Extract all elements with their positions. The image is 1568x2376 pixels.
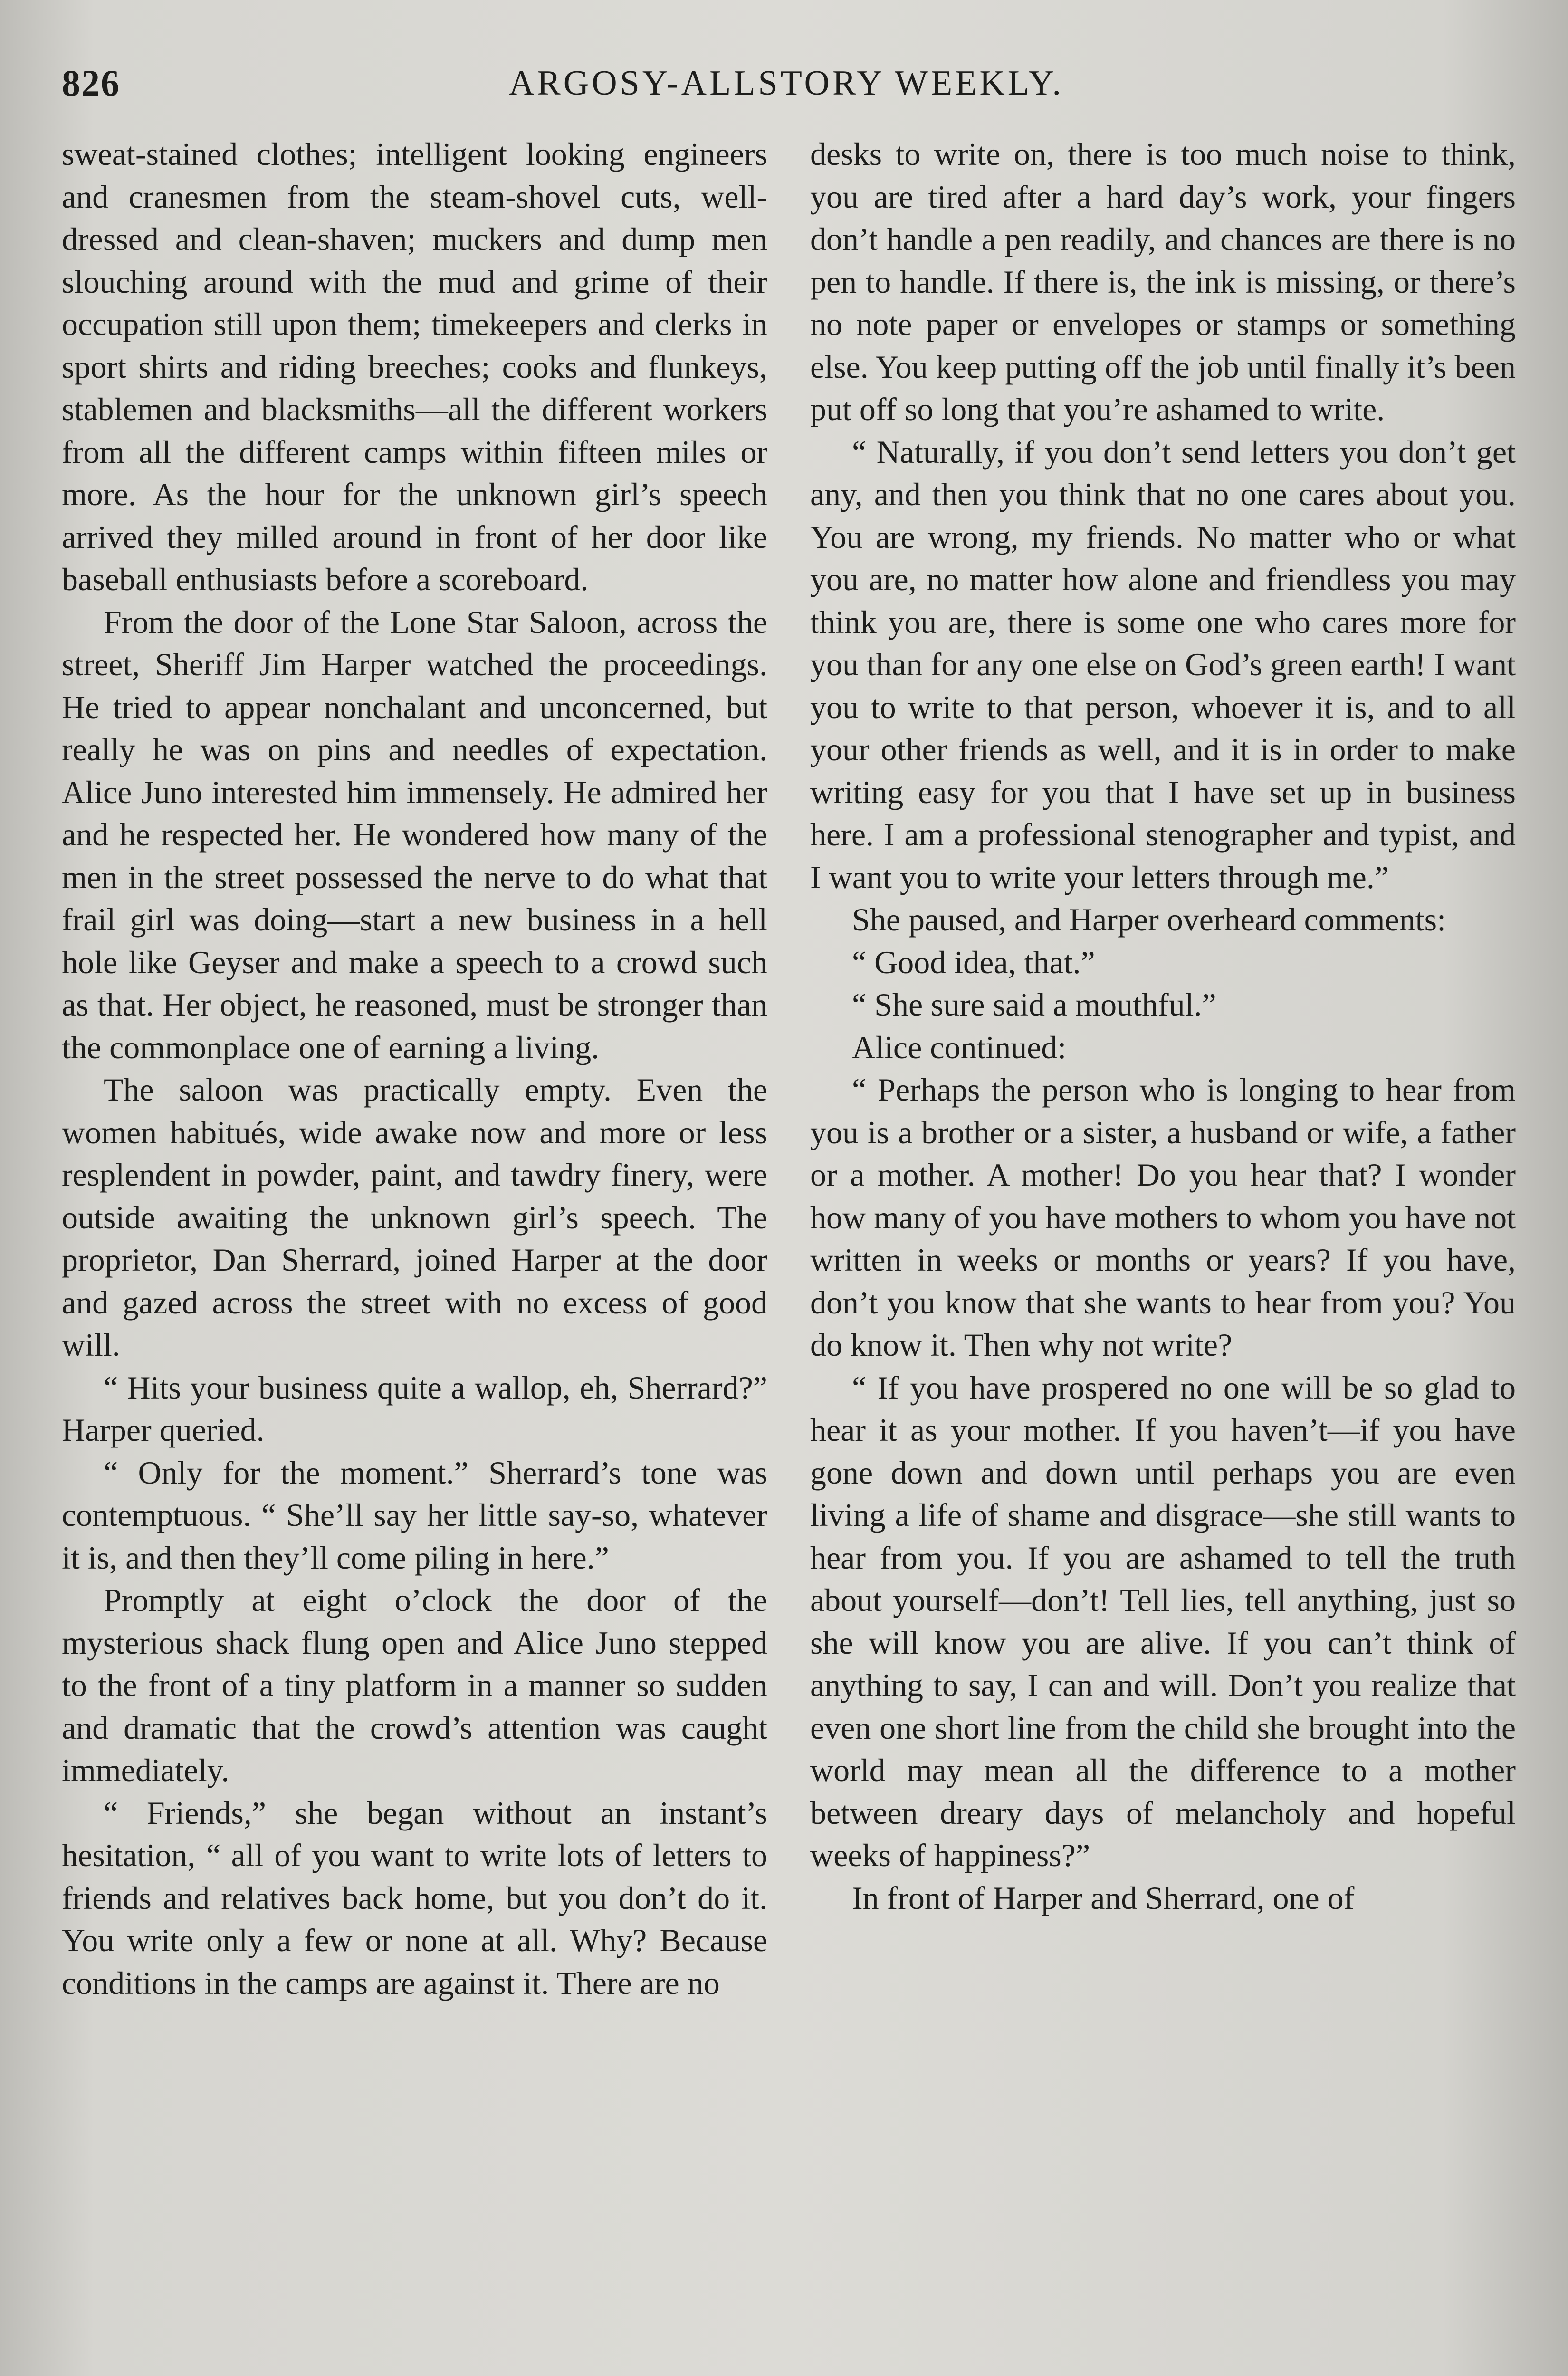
paragraph: The saloon was practically empty. Even the women habitués, wide awake now and more or less resplendent in powder, paint, and tawdry finery, were outside awaiting the unknown girl’s speech. The proprietor, Dan Sherrard, joined Harper at the door and gazed across the street with no excess of good will.: [62, 1072, 767, 1363]
paragraph: From the door of the Lone Star Saloon, across the street, Sheriff Jim Harper watched the proceedings. He tried to appear nonchalant and unconcerned, but really he was on pins and needles of expectation. Alice Juno interested him immensely. He admired her and he respected her. He wondered how many of the men in the street possessed the nerve to do what that frail girl was doing—start a new business in a hell hole like Geyser and make a speech to a crowd such as that. Her object, he reasoned, must be stronger than the commonplace one of earning a living.: [62, 604, 767, 1065]
right-column: [810, 133, 1516, 2376]
paragraph: sweat-stained clothes; intelligent looking engineers and cranesmen from the steam-shovel cuts, well-dressed and clean-shaven; muckers and dump men slouching around with the mud and grime of their occupation still upon them; timekeepers and clerks in sport shirts and riding breeches; cooks and flunkeys, stablemen and blacksmiths—all the different workers from all the different camps within fifteen miles or more. As the hour for the unknown girl’s speech arrived they milled around in front of her door like baseball enthusiasts before a scoreboard.: [62, 136, 767, 597]
magazine-title: ARGOSY-ALLSTORY WEEKLY.: [508, 63, 1064, 103]
paragraph: “ Only for the moment.” Sherrard’s tone was contemptuous. “ She’ll say her little say-so, whatever it is, and then they’ll come piling in here.”: [62, 1454, 767, 1576]
paragraph: “ Good idea, that.”: [852, 944, 1095, 980]
paragraph: Alice continued:: [852, 1029, 1067, 1065]
paragraph: “ Hits your business quite a wallop, eh, Sherrard?” Harper queried.: [62, 1369, 767, 1448]
paragraph: “ If you have prospered no one will be so glad to hear it as your mother. If you haven’t—if you have gone down and down until perhaps you are even living a life of shame and disgrace—she still wants to hear from you. If you are ashamed to tell the truth about yourself—don’t! Tell lies, tell anything, just so she will know you are alive. If you can’t think of anything to say, I can and will. Don’t you realize that even one short line from the child she brought into the world may mean all the difference to a mother between dreary days of melancholy and hopeful weeks of happiness?”: [810, 1369, 1516, 1873]
paragraph: “ Naturally, if you don’t send letters you don’t get any, and then you think that no one cares about you. You are wrong, my friends. No matter who or what you are, no matter how alone and friendless you may think you are, there is some one who cares more for you than for any one else on God’s green earth! I want you to write to that person, whoever it is, and to all your other friends as well, and it is in order to make writing easy for you that I have set up in business here. I am a professional stenographer and typist, and I want you to write your letters through me.”: [810, 433, 1516, 895]
paragraph: desks to write on, there is too much noise to think, you are tired after a hard day’s work, your fingers don’t handle a pen readily, and chances are there is no pen to handle. If there is, the ink is missing, or there’s no note paper or envelopes or stamps or something else. You keep putting off the job until finally it’s been put off so long that you’re ashamed to write.: [810, 136, 1516, 427]
paragraph: Promptly at eight o’clock the door of the mysterious shack flung open and Alice Juno stepped to the front of a tiny platform in a manner so sudden and dramatic that the crowd’s attention was caught immediately.: [62, 1582, 767, 1788]
paragraph: “ She sure said a mouthful.”: [852, 987, 1216, 1023]
text-columns: [62, 133, 1516, 2376]
page-header: [57, 57, 1516, 109]
left-column: [62, 133, 767, 2376]
paragraph: “ Perhaps the person who is longing to hear from you is a brother or a sister, a husband or wife, a father or a mother. A mother! Do you hear that? I wonder how many of you have mothers to whom you have not written in weeks or months or years? If you have, don’t you know that she wants to hear from you? You do know it. Then why not write?: [810, 1072, 1516, 1363]
paragraph: In front of Harper and Sherrard, one of: [852, 1879, 1355, 1916]
page-number: 826: [62, 62, 120, 104]
paragraph: She paused, and Harper overheard comments:: [852, 901, 1446, 938]
paragraph: “ Friends,” she began without an instant’s hesitation, “ all of you want to write lots of letters to friends and relatives back home, but you don’t do it. You write only a few or none at all. Why? Because conditions in the camps are against it. There are no: [62, 1794, 767, 2001]
